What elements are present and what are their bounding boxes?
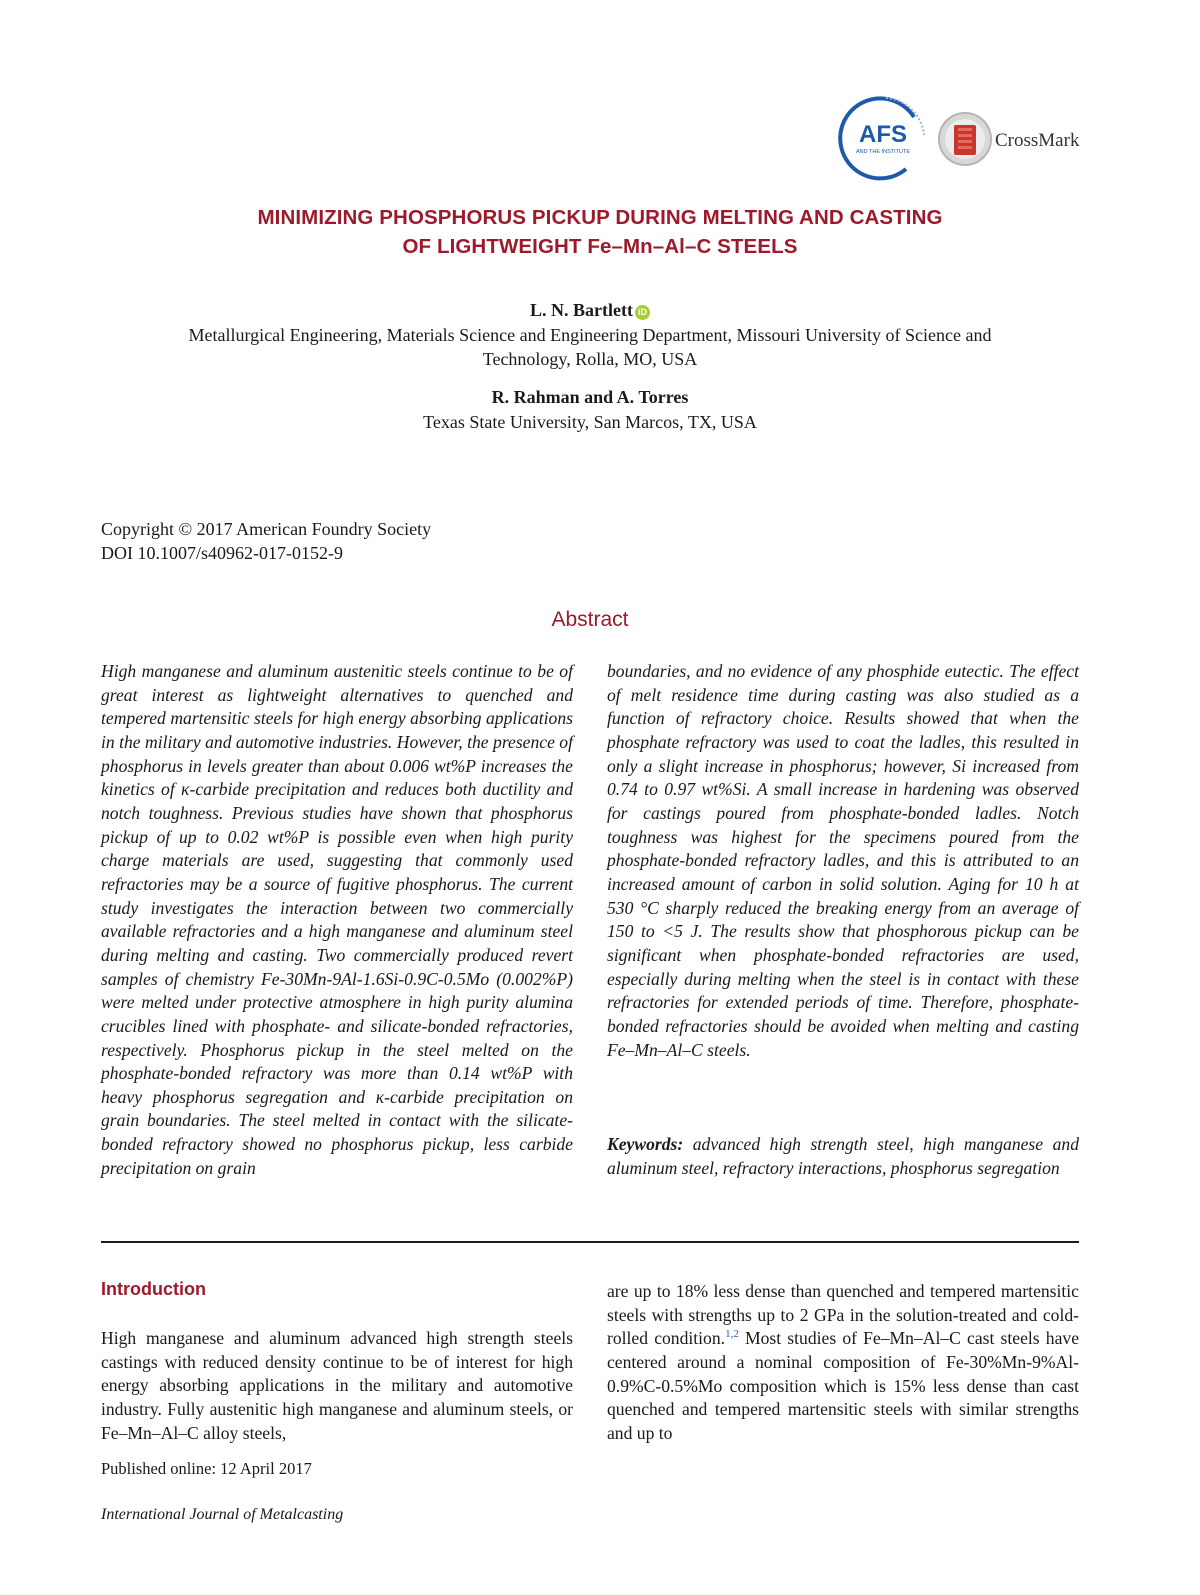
doi-text[interactable]: DOI 10.1007/s40962-017-0152-9 xyxy=(101,543,343,563)
afs-logo-text: AFS xyxy=(859,121,907,148)
afs-logo-subtext: AND THE INSTITUTE xyxy=(856,149,910,155)
author-1 xyxy=(0,300,1180,321)
journal-name: International Journal of Metalcasting xyxy=(101,1506,344,1523)
keywords-label: Keywords: xyxy=(607,1134,684,1154)
author-2-name: R. Rahman and A. Torres xyxy=(491,387,689,407)
paper-title xyxy=(150,203,1050,261)
published-date: Published online: 12 April 2017 xyxy=(101,1459,312,1478)
introduction-right-column xyxy=(607,1280,1079,1446)
keywords-text: advanced high strength steel, high manganese and aluminum steel, refractory interactions, phosphorus segregation xyxy=(607,1134,1079,1178)
affiliation-line: Texas State University, San Marcos, TX, USA xyxy=(423,412,757,432)
copyright-block xyxy=(101,517,431,565)
copyright-text: Copyright © 2017 American Foundry Society xyxy=(101,519,432,539)
author-1-affiliation xyxy=(130,323,1050,371)
author-2-affiliation xyxy=(130,410,1050,434)
introduction-left-column: High manganese and aluminum advanced high strength steels castings with reduced density continue to be of interest for high energy absorbing applications in the military and automotive industry. Fully austenitic high manganese and aluminum steels, or Fe–Mn–Al–C alloy steels, xyxy=(101,1328,573,1443)
affiliation-line: Technology, Rolla, MO, USA xyxy=(482,349,698,369)
title-line-2: OF LIGHTWEIGHT Fe–Mn–Al–C STEELS xyxy=(402,235,798,258)
abstract-right-column: boundaries, and no evidence of any phosphide eutectic. The effect of melt residence time during casting was also studied as a function of refractory choice. Results showed that when the phosphate refractory was used to coat the ladles, this resulted in only a slight increase in phosphorus; however, Si increased from 0.74 to 0.97 wt%Si. A small increase in hardening was observed for castings poured from phosphate-bonded ladles. Notch toughness was highest for the specimens poured from the phosphate-bonded refractory ladles, and this is attributed to an increased amount of carbon in solid solution. Aging for 10 h at 530 °C sharply reduced the breaking energy from an average of 150 to <5 J. The results show that phosphorous pickup can be significant when phosphate-bonded refractories are used, especially during melting when the steel is in contact with these refractories for extended periods of time. Therefore, phosphate-bonded refractories should be avoided when melting and casting Fe–Mn–Al–C steels. xyxy=(607,661,1079,1060)
section-divider xyxy=(101,1241,1079,1243)
reference-link[interactable]: 1,2 xyxy=(725,1328,739,1341)
intro-text-part-2: Most studies of Fe–Mn–Al–C cast steels have centered around a nominal composition of Fe-30%Mn-9%Al-0.9%C-0.5%Mo composition which is 15% less dense than cast quenched and tempered martensitic steels with similar strengths and up to xyxy=(607,1328,1080,1443)
orcid-icon[interactable]: iD xyxy=(635,305,650,320)
crossmark-label: CrossMark xyxy=(995,130,1080,151)
crossmark-icon xyxy=(937,110,993,168)
title-line-1: MINIMIZING PHOSPHORUS PICKUP DURING MELTING AND CASTING xyxy=(257,206,943,229)
affiliation-line: Metallurgical Engineering, Materials Science and Engineering Department, Missouri University of Science and xyxy=(188,325,992,345)
afs-logo xyxy=(836,95,932,181)
intro-text-part-1: are up to 18% less dense than quenched and tempered martensitic steels with strengths up to 2 GPa in the solution-treated and cold-rolled condition. xyxy=(607,1281,1079,1349)
keywords xyxy=(607,1133,1079,1180)
author-1-name: L. N. Bartlett xyxy=(530,300,633,320)
crossmark-badge[interactable] xyxy=(937,110,1087,168)
abstract-left-column: High manganese and aluminum austenitic steels continue to be of great interest as lightweight alternatives to quenched and tempered martensitic steels for high energy absorbing applications in the military and automotive industries. However, the presence of phosphorus in levels greater than about 0.006 wt%P increases the kinetics of κ-carbide precipitation and reduces both ductility and notch toughness. Previous studies have shown that phosphorus pickup of up to 0.02 wt%P is possible even when high purity charge materials are used, suggesting that commonly used refractories may be a source of fugitive phosphorus. The current study investigates the interaction between two commercially available refractories and a high manganese and aluminum steel during melting and casting. Two commercially produced revert samples of chemistry Fe-30Mn-9Al-1.6Si-0.9C-0.5Mo (0.002%P) were melted under protective atmosphere in high purity alumina crucibles lined with phosphate- and silicate-bonded refractories, respectively. Phosphorus pickup in the steel melted on the phosphate-bonded refractory was more than 0.14 wt%P with heavy phosphorus segregation and κ-carbide precipitation on grain boundaries. The steel melted in contact with the silicate-bonded refractory showed no phosphorus pickup, less carbide precipitation on grain xyxy=(101,661,573,1178)
author-2 xyxy=(0,387,1180,408)
introduction-heading: Introduction xyxy=(101,1279,206,1299)
abstract-heading: Abstract xyxy=(551,608,629,631)
